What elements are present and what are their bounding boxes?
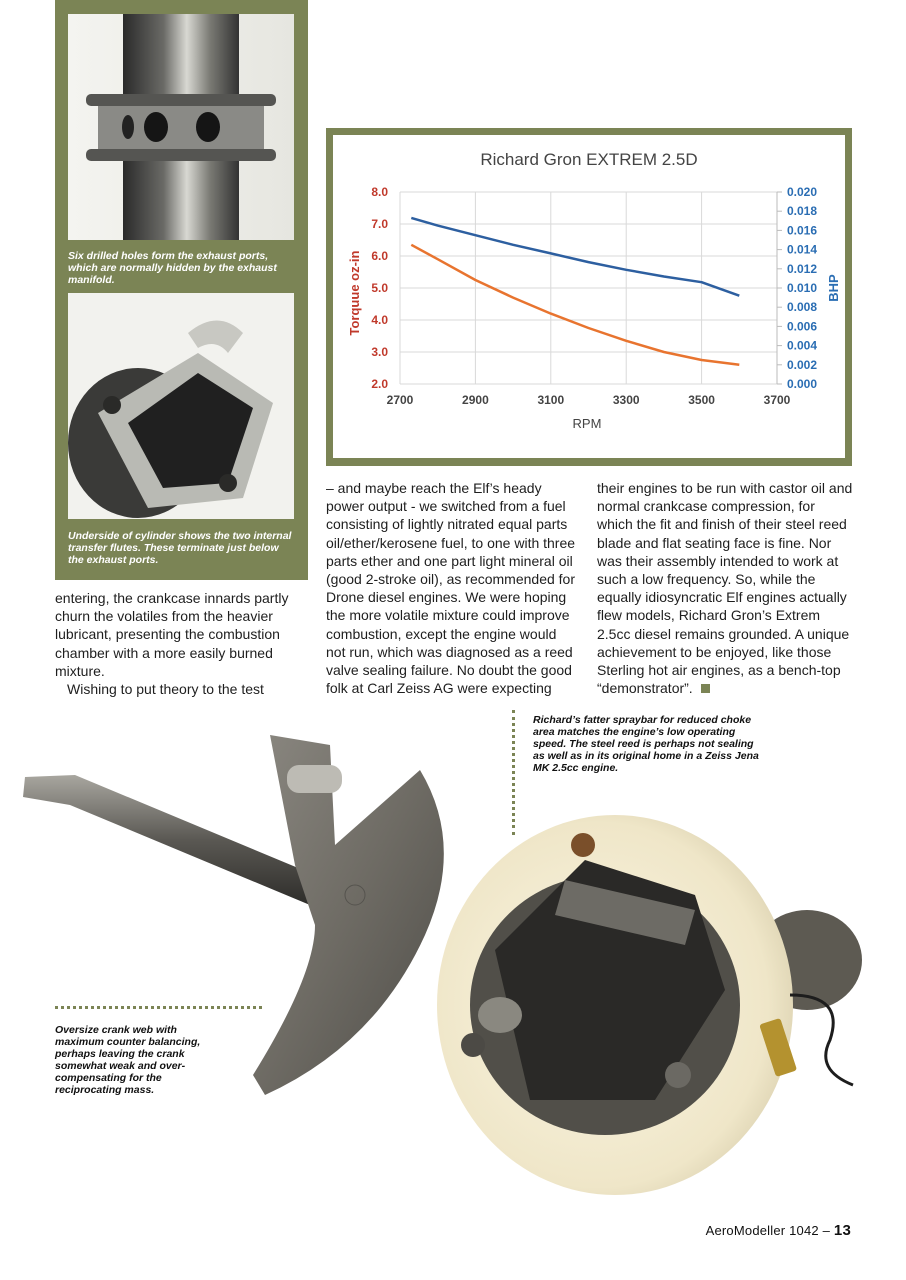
y-axis-label-left: Torquue oz-in [347,250,362,336]
y-left-tick-label: 6.0 [371,249,388,263]
cylinder-underside-illustration [68,293,294,519]
y-right-tick-label: 0.014 [787,242,818,257]
y-right-tick-label: 0.016 [787,223,818,238]
article-column-3 [597,479,853,697]
y-right-tick-label: 0.012 [787,261,818,276]
series-line-bhp [411,218,739,296]
x-tick-label: 3500 [688,393,715,407]
exhaust-ports-photo [68,14,294,240]
y-right-tick-label: 0.002 [787,357,818,372]
x-tick-label: 2700 [386,393,414,407]
x-axis-ticks [387,393,791,407]
x-tick-label: 2900 [462,393,489,407]
article-paragraph: Wishing to put theory to the test [67,681,264,698]
y-right-tick-label: 0.004 [787,338,818,353]
chart-area [333,135,845,458]
page-footer [600,1222,851,1239]
y-right-tick-label: 0.006 [787,319,818,334]
magazine-issue: AeroModeller 1042 – [705,1223,831,1238]
end-mark-icon [701,684,710,693]
y-left-tick-label: 5.0 [371,281,388,295]
y-right-tick-label: 0.008 [787,300,818,315]
y-left-tick-label: 7.0 [371,217,388,231]
y-left-tick-label: 4.0 [371,313,388,327]
y-right-tick-label: 0.010 [787,281,818,295]
article-column-2 [326,479,578,697]
y-axis-label-right: BHP [826,274,841,302]
page-number: 13 [833,1222,851,1239]
chart-frame [326,128,852,466]
cylinder-underside-photo [68,293,294,519]
y-left-tick-label: 3.0 [371,345,388,359]
crank-web-caption-leader [55,1006,262,1009]
x-tick-label: 3300 [612,393,640,407]
exhaust-ports-caption: Six drilled holes form the exhaust ports, which are normally hidden by the exhaust manifold. [68,250,277,286]
exhaust-ports-illustration [68,14,294,240]
spraybar-caption-leader [512,710,515,835]
article-paragraph: entering, the crankcase innards partly churn the volatiles from the heavier lubricant, presenting the combustion chamber with a more easily burned mixture. [55,590,289,679]
crank-web-caption: Oversize crank web with maximum counter balancing, perhaps leaving the crank somewhat weak and over-compensating for the reciprocating mass. [55,1024,201,1096]
torque-bhp-chart [333,135,845,458]
y-right-tick-label: 0.000 [787,377,818,391]
left-axis-ticks [371,185,388,391]
x-axis-label: RPM [572,416,602,431]
y-left-tick-label: 2.0 [371,377,388,391]
y-right-tick-label: 0.020 [787,185,818,199]
reed-valve-illustration [435,800,875,1195]
y-right-tick-label: 0.018 [787,204,818,219]
article-paragraph: their engines to be run with castor oil and normal crankcase compression, for which the fit and finish of their steel reed blade and flat seating face is fine. Nor was their assembly intended to work at such a low frequency. So, while the equally idiosyncratic Elf engines actually flew models, Richard Gron’s Extrem 2.5cc diesel remains grounded. A unique achievement to be enjoyed, like those Sterling hot air engines, as a bench-top “demonstrator”. [597,480,853,697]
series-line-torque [411,245,739,365]
reed-valve-photo [435,800,875,1195]
cylinder-underside-caption: Underside of cylinder shows the two internal transfer flutes. These terminate just below the exhaust ports. [68,530,292,566]
article-paragraph: – and maybe reach the Elf’s heady power output - we switched from a fuel consisting of lightly nitrated equal parts oil/ether/kerosene fuel, to one with three parts ether and one part light mineral oil (good 2-stroke oil), as recommended for Drone diesel engines. We were hoping the more volatile mixture could improve combustion, except the engine would not run, which was diagnosed as a reed valve sealing failure. No doubt the good folk at Carl Zeiss AG were expecting [326,480,576,697]
chart-title: Richard Gron EXTREM 2.5D [480,150,698,169]
spraybar-caption: Richard’s fatter spraybar for reduced choke area matches the engine’s low operating speed. The steel reed is perhaps not sealing as well as in its original home in a Zeiss Jena MK 2.5cc engine. [533,714,759,774]
x-tick-label: 3700 [763,393,791,407]
article-column-1 [55,589,308,698]
x-tick-label: 3100 [537,393,565,407]
chart-series [411,218,739,365]
y-left-tick-label: 8.0 [371,185,388,199]
right-axis-ticks [777,185,817,391]
